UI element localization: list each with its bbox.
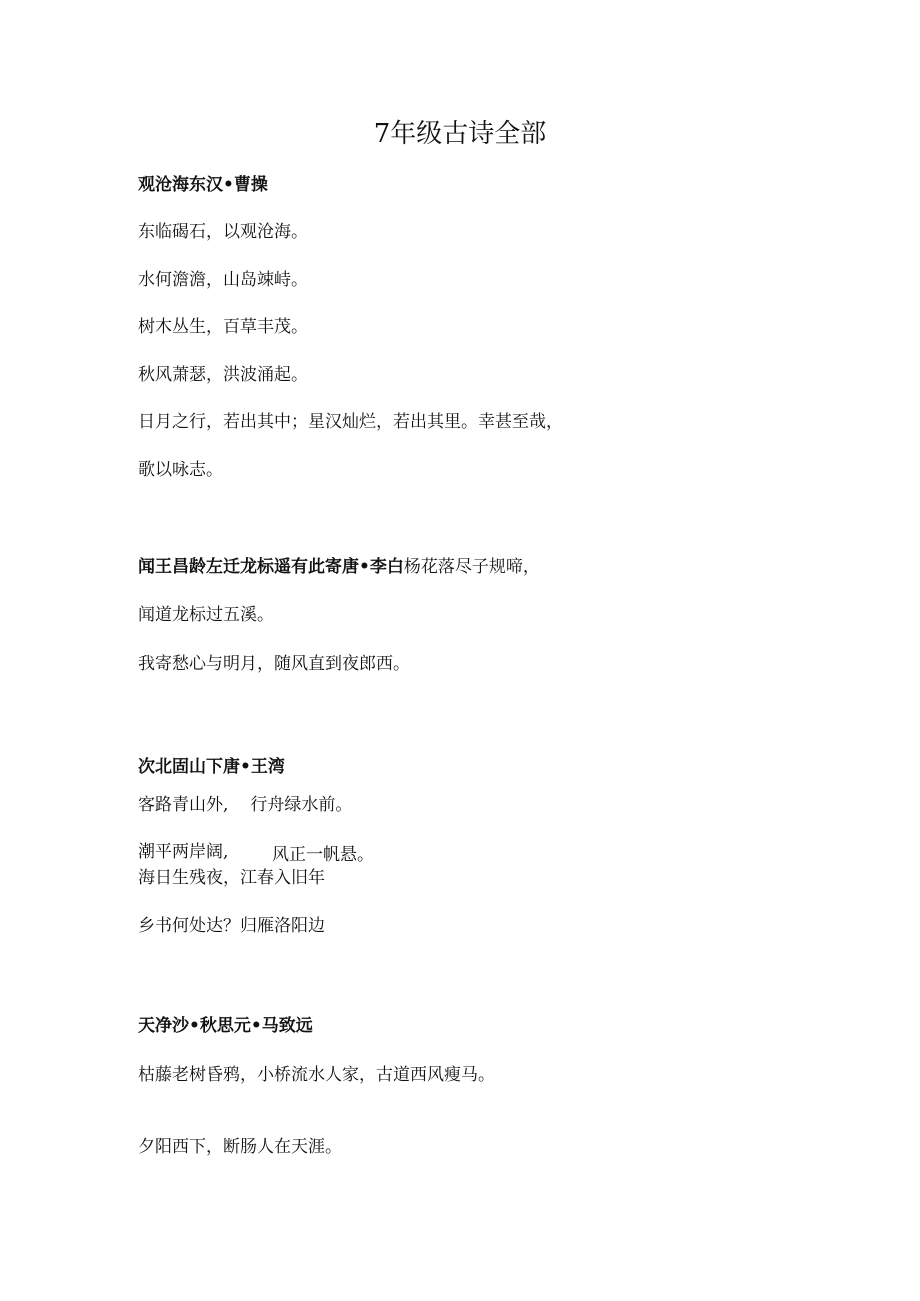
poem-half-line: 行舟绿水前。	[250, 795, 353, 815]
poem-line: 我寄愁心与明月，随风直到夜郎西。	[138, 654, 410, 674]
poem-heading-text: 闻王昌龄左迁龙标遥有此寄唐•李白	[138, 557, 404, 577]
poem-line: 闻道龙标过五溪。	[138, 605, 274, 625]
poem-half-line: 客路青山外,	[138, 795, 229, 815]
poem-line: 歌以咏志。	[138, 460, 223, 480]
poem-line: 海日生残夜，江春入旧年	[138, 868, 325, 888]
poem-line: 日月之行，若出其中；星汉灿烂，若出其里。幸甚至哉，	[138, 412, 563, 432]
poem-half-line: 风正一帆悬。	[272, 845, 374, 865]
poem-heading-ci-bei-gu-shan: 次北固山下唐•王湾	[138, 757, 285, 777]
poem-line: 乡书何处达？归雁洛阳边	[138, 916, 325, 936]
poem-line: 枯藤老树昏鸦，小桥流水人家，古道西风瘦马。	[138, 1065, 495, 1085]
poem-line: 秋风萧瑟，洪波涌起。	[138, 365, 308, 385]
poem-heading-wen-wang-chang-ling	[138, 555, 540, 579]
poem-heading-guan-cang-hai: 观沧海东汉•曹操	[138, 175, 268, 195]
poem-line: 树木丛生，百草丰茂。	[138, 317, 308, 337]
poem-line: 水何澹澹，山岛竦峙。	[138, 270, 308, 290]
poem-line	[138, 793, 352, 817]
poem-half-line: 潮平两岸阔,	[138, 842, 229, 862]
poem-heading-tian-jing-sha: 天净沙•秋思元•马致远	[138, 1016, 313, 1036]
poem-line: 东临碣石，以观沧海。	[138, 222, 308, 242]
document-title: 7年级古诗全部	[373, 119, 547, 149]
poem-line: 杨花落尽子规啼，	[403, 557, 540, 577]
poem-line: 夕阳西下，断肠人在天涯。	[138, 1137, 342, 1157]
